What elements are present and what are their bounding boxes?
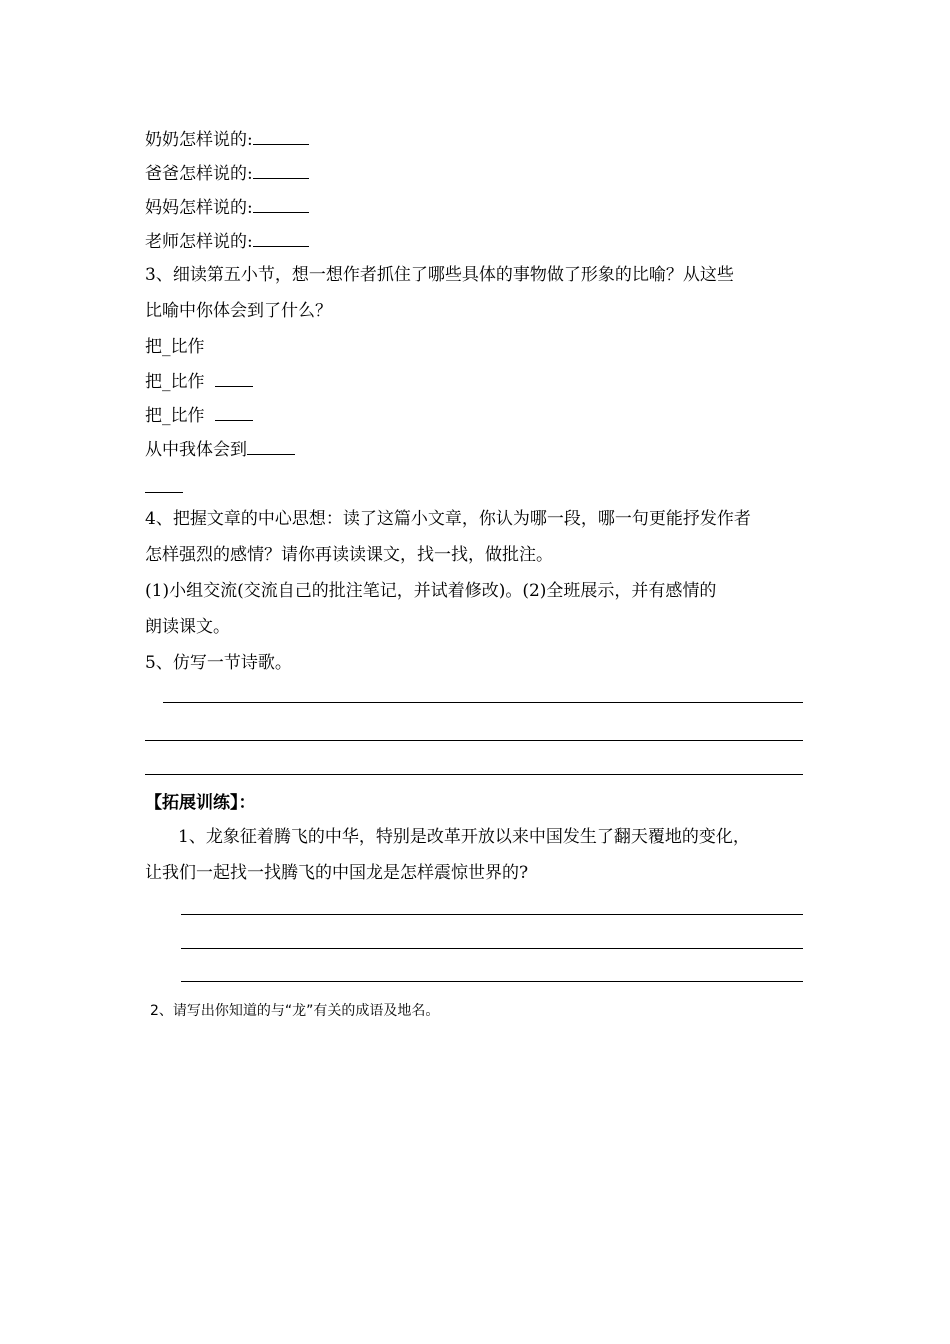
metaphor-line-2 (145, 370, 253, 393)
grandma-said-label: 奶奶怎样说的 (145, 130, 247, 150)
q4-line1: 4、把握文章的中心思想：读了这篇小文章，你认为哪一段，哪一句更能抒发作者 (145, 509, 751, 529)
extension-heading: 【拓展训练】： (145, 793, 256, 813)
q5-answer-line-1[interactable] (163, 702, 803, 703)
dad-said-line (145, 162, 309, 185)
q5-text: 5、仿写一节诗歌。 (145, 653, 292, 673)
q4-line4: 朗读课文。 (145, 617, 230, 637)
colon: : (247, 164, 253, 184)
mom-said-line (145, 196, 309, 219)
extension-item1-line1: 1、龙象征着腾飞的中华，特别是改革开放以来中国发生了翻天覆地的变化， (178, 827, 750, 847)
conclusion-continuation-blank[interactable] (145, 492, 183, 493)
dad-said-label: 爸爸怎样说的 (145, 164, 247, 184)
colon: : (247, 198, 253, 218)
extension-item2: 2、请写出你知道的与“龙”有关的成语及地名。 (150, 1003, 440, 1019)
extension-answer-line-2[interactable] (181, 948, 803, 949)
q3-line1: 3、细读第五小节，想一想作者抓住了哪些具体的事物做了形象的比喻？从这些 (145, 265, 734, 285)
metaphor-label: 把_比作 (145, 406, 205, 426)
q3-line2: 比喻中你体会到了什么？ (145, 301, 332, 321)
q4-line2: 怎样强烈的感情？请你再读读课文，找一找，做批注。 (145, 545, 553, 565)
grandma-said-blank[interactable] (253, 128, 309, 145)
colon: : (247, 130, 253, 150)
extension-item1-line2: 让我们一起找一找腾飞的中国龙是怎样震惊世界的? (145, 863, 529, 883)
conclusion-blank[interactable] (247, 438, 295, 455)
q4-line3: (1)小组交流(交流自己的批注笔记，并试着修改)。(2)全班展示，并有感情的 (145, 581, 717, 601)
metaphor-blank-3[interactable] (215, 404, 253, 421)
conclusion-line (145, 438, 295, 461)
conclusion-label: 从中我体会到 (145, 440, 247, 460)
metaphor-line-3 (145, 404, 253, 427)
mom-said-blank[interactable] (253, 196, 309, 213)
q5-answer-line-2[interactable] (145, 740, 803, 741)
teacher-said-blank[interactable] (253, 230, 309, 247)
mom-said-label: 妈妈怎样说的 (145, 198, 247, 218)
teacher-said-label: 老师怎样说的 (145, 232, 247, 252)
metaphor-label: 把_比作 (145, 372, 205, 392)
teacher-said-line (145, 230, 309, 253)
metaphor-label: 把_比作 (145, 337, 205, 357)
extension-answer-line-3[interactable] (181, 981, 803, 982)
extension-answer-line-1[interactable] (181, 914, 803, 915)
colon: : (247, 232, 253, 252)
metaphor-line-1 (145, 336, 205, 358)
dad-said-blank[interactable] (253, 162, 309, 179)
grandma-said-line (145, 128, 309, 151)
q5-answer-line-3[interactable] (145, 774, 803, 775)
metaphor-blank-2[interactable] (215, 370, 253, 387)
